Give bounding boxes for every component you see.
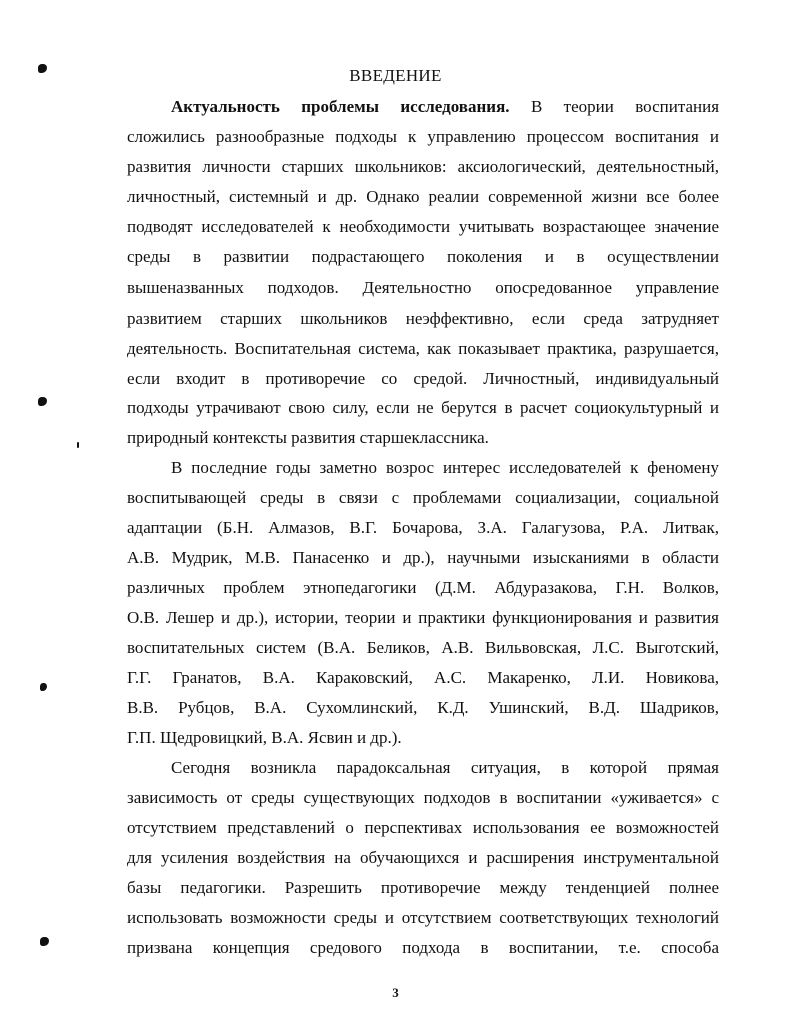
paragraph-1-line: среды в развитии подрастающего поколения и в осуществлении (127, 247, 719, 266)
paragraph-1-line (171, 97, 719, 117)
page-title: ВВЕДЕНИЕ (349, 66, 442, 85)
paragraph-1-line: деятельность. Воспитательная система, как показывает практика, разрушается, (127, 339, 719, 358)
paragraph-3-line: Сегодня возникла парадоксальная ситуация, в которой прямая (171, 758, 719, 777)
paragraph-2-line: В.В. Рубцов, В.А. Сухомлинский, К.Д. Ушинский, В.Д. Шадриков, (127, 698, 719, 717)
paragraph-2-line: воспитательных систем (В.А. Беликов, А.В. Вильвовская, Л.С. Выготский, (127, 638, 719, 657)
paragraph-1-line: природный контексты развития старшеклассника. (127, 428, 489, 447)
paragraph-1-line: подводят исследователей к необходимости учитывать возрастающее значение (127, 217, 719, 236)
section-heading: Актуальность проблемы исследования. (171, 97, 510, 116)
paragraph-2-line: О.В. Лешер и др.), истории, теории и практики функционирования и развития (127, 608, 719, 627)
paragraph-1-line: если входит в противоречие со средой. Личностный, индивидуальный (127, 369, 719, 388)
paragraph-3-line: отсутствием представлений о перспективах использования ее возможностей (127, 818, 719, 837)
paragraph-2-line: воспитывающей среды в связи с проблемами социализации, социальной (127, 488, 719, 507)
paragraph-2-line: адаптации (Б.Н. Алмазов, В.Г. Бочарова, З.А. Галагузова, Р.А. Литвак, (127, 518, 719, 537)
paragraph-1-line: подходы утрачивают свою силу, если не берутся в расчет социокультурный и (127, 398, 719, 417)
paragraph-1-line: развития личности старших школьников: аксиологический, деятельностный, (127, 157, 719, 176)
paragraph-1-line: развитием старших школьников неэффективно, если среда затрудняет (127, 309, 719, 328)
paragraph-2-line: Г.Г. Гранатов, В.А. Караковский, А.С. Макаренко, Л.И. Новикова, (127, 668, 719, 687)
paragraph-3-line: зависимость от среды существующих подходов в воспитании «уживается» с (127, 788, 719, 807)
paragraph-2-line: различных проблем этнопедагогики (Д.М. Абдуразакова, Г.Н. Волков, (127, 578, 719, 597)
paragraph-1-line: сложились разнообразные подходы к управлению процессом воспитания и (127, 127, 719, 146)
paragraph-3-line: для усиления воздействия на обучающихся и расширения инструментальной (127, 848, 719, 867)
paragraph-3-line: призвана концепция средового подхода в воспитании, т.е. способа (127, 938, 719, 957)
scan-speck (38, 397, 47, 406)
paragraph-1-line: вышеназванных подходов. Деятельностно опосредованное управление (127, 278, 719, 297)
text-run: В теории воспитания (530, 97, 720, 116)
paragraph-2-line: А.В. Мудрик, М.В. Панасенко и др.), научными изысканиями в области (127, 548, 719, 567)
paragraph-2-line: Г.П. Щедровицкий, В.А. Ясвин и др.). (127, 728, 402, 747)
paragraph-1-line: личностный, системный и др. Однако реалии современной жизни все более (127, 187, 719, 206)
page-number: 3 (392, 985, 399, 1000)
paragraph-3-line: базы педагогики. Разрешить противоречие между тенденцией полнее (127, 878, 719, 897)
scan-speck (40, 937, 49, 946)
paragraph-2-line: В последние годы заметно возрос интерес исследователей к феномену (171, 458, 719, 477)
scan-speck (77, 442, 79, 448)
paragraph-3-line: использовать возможности среды и отсутствием соответствующих технологий (127, 908, 719, 927)
scan-speck (40, 683, 47, 691)
